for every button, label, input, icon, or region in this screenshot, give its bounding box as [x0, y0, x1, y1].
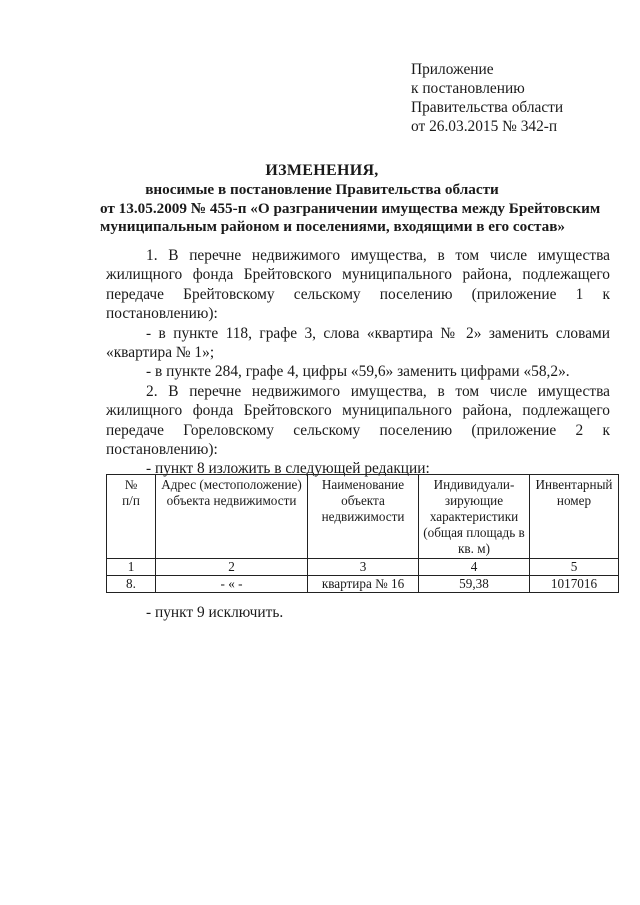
paragraph-line: 1. В перечне недвижимого имущества, в том числе имущества	[146, 247, 610, 264]
table-column-number-row	[107, 559, 619, 576]
title-line: вносимые в постановление Правительства области	[145, 181, 499, 198]
table-header-cell	[107, 475, 156, 559]
title-heading: ИЗМЕНЕНИЯ,	[265, 162, 379, 179]
table-cell: 2	[156, 559, 308, 576]
title-line: от 13.05.2009 № 455-п «О разграничении имущества между Брейтовским	[100, 199, 601, 217]
table-cell: 1017016	[530, 576, 619, 593]
attachment-line: Приложение	[411, 61, 494, 78]
table-cell: - « -	[156, 576, 308, 593]
closing-item: - пункт 9 исключить.	[146, 604, 284, 621]
table-header-row	[107, 475, 619, 559]
table-cell: квартира № 16	[308, 576, 419, 593]
property-table	[106, 474, 619, 593]
attachment-line: Правительства области	[411, 99, 564, 116]
paragraph-line: - пункт 8 изложить в следующей редакции:	[146, 460, 430, 478]
header-text: Наименование объекта недвижимости	[321, 477, 405, 524]
table-cell: 5	[530, 559, 619, 576]
table-cell: 3	[308, 559, 419, 576]
paragraph-line: «квартира № 1»;	[106, 344, 215, 362]
table-header-cell	[530, 475, 619, 559]
table-cell: 8.	[107, 576, 156, 593]
table-cell: 4	[419, 559, 530, 576]
table-header-cell	[308, 475, 419, 559]
table-cell: 59,38	[419, 576, 530, 593]
paragraph-line: - в пункте 284, графе 4, цифры «59,6» заменить цифрами «58,2».	[146, 363, 570, 381]
attachment-line: от 26.03.2015 № 342-п	[411, 118, 558, 135]
attachment-note	[411, 60, 563, 136]
header-text: Индивидуали- зирующие характеристики (общая площадь в кв. м)	[423, 477, 525, 556]
attachment-line: к постановлению	[411, 80, 525, 97]
header-text: Инвентарный номер	[535, 477, 613, 508]
paragraph-line: передаче Брейтовскому сельскому поселению (приложение 1 к	[106, 285, 610, 303]
paragraph-line: - в пункте 118, графе 3, слова «квартира № 2» заменить словами	[146, 324, 610, 342]
paragraph-line: постановлению):	[106, 305, 218, 323]
table-cell: 1	[107, 559, 156, 576]
paragraph-line: передаче Гореловскому сельскому поселению (приложение 2 к	[106, 421, 610, 439]
paragraph-line: 2. В перечне недвижимого имущества, в том числе имущества	[146, 382, 610, 400]
header-text: Адрес (местоположение) объекта недвижимости	[161, 477, 302, 508]
paragraph-line: жилищного фонда Брейтовского муниципального района, подлежащего	[106, 266, 610, 284]
document-title	[100, 161, 601, 237]
table-row	[107, 576, 619, 593]
table-header-cell	[419, 475, 530, 559]
header-text: № п/п	[122, 477, 140, 508]
paragraph-line: постановлению):	[106, 441, 218, 459]
document-body	[106, 246, 610, 479]
title-line: муниципальным районом и поселениями, входящими в его состав»	[100, 218, 566, 235]
paragraph-line: жилищного фонда Брейтовского муниципального района, подлежащего	[106, 402, 610, 420]
table-header-cell	[156, 475, 308, 559]
